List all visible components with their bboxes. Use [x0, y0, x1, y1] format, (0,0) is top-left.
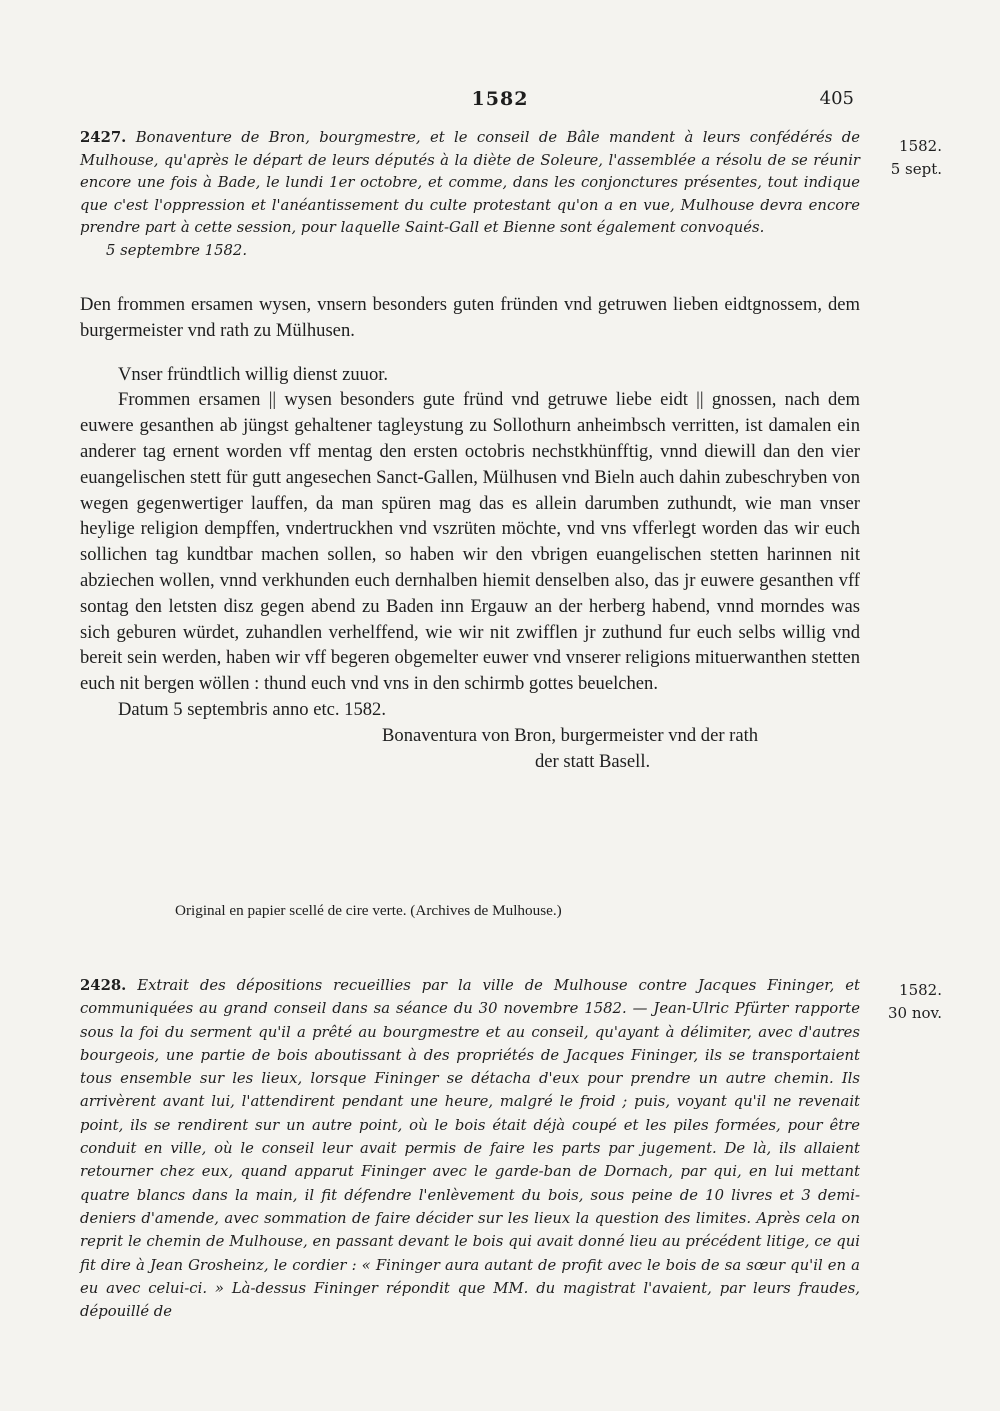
summary-text: Bonaventure de Bron, bourgmestre, et le conseil de Bâle mandent à leurs confédérés de Mulhouse, qu'après le départ de leurs députés à la diète de Soleure, l'assemblée a résolu de se réunir encore une fois à Bade, le lundi 1er octobre, et comme, dans les conjonctures présentes, tout indique que c'est l'oppression et l'anéantissement du culte protestant qu'on a en vue, Mulhouse devra encore prendre part à cette session, pour laquelle Saint-Gall et Bienne sont également convoqués.: [80, 129, 860, 237]
source-note: Original en papier scellé de cire verte. (Archives de Mulhouse.): [175, 902, 562, 919]
margin-day: 5 sept.: [890, 160, 942, 178]
letter-body: Frommen ersamen || wysen besonders gute fründ vnd getruwe liebe eidt || gnossen, nach dem euwere gesanthen ab jüngst gehaltener tagleystung zu Sollothurn anheimbsch verritten, ist damalen ein anderer tag ernent worden vff mentag den ersten octobris nechstkhünfftig, vnnd diewill dan den vier euangelischen stett für gutt angesechen Sanct-Gallen, Mülhusen vnd Bieln auch dahin zubeschryben von wegen gegenwertiger lauffen, da man spüren mag das es allein darumben zuthundt, wie man vnser heylige religion dempffen, vndertruckhen vnd vszrüten möchte, vnd vns vfferlegt worden das wir euch sollichen tag kundtbar machen sollen, so haben wir den vbrigen euangelischen stetten harinnen nit abziechen wollen, vnnd verkhunden euch dernhalben hiemit denselben also, das jr euwere gesanthen vff sontag den letsten disz gegen abend zu Baden inn Ergauw an der herberg habend, vnnd morndes was sich geburen würdet, zuhandlen verhelffend, wie wir nit zwifflen jr zuthund fur euch selbs willig vnd bereit sein werden, haben wir vff begeren obgemelter euwer vnd vnserer religions mituerwanthen stetten euch nit bergen wöllen : thund euch vnd vns in den schirmb gottes beuelchen.: [80, 389, 860, 695]
letter-signature-line-2: der statt Basell.: [535, 750, 651, 772]
margin-year: 1582.: [899, 137, 942, 155]
letter-address: Den frommen ersamen wysen, vnsern besonders guten fründen vnd getruwen lieben eidtgnossem, dem burgermeister vnd rath zu Mülhusen.: [80, 294, 860, 341]
summary-text: Extrait des dépositions recueillies par la ville de Mulhouse contre Jacques Fininger, et communiquées au grand conseil dans sa séance du 30 novembre 1582. — Jean-Ulric Pfürter rapporte sous la foi du serment qu'il a prêté au bourgmestre et au conseil, qu'ayant à délimiter, avec d'autres bourgeois, une partie de bois aboutissant à des propriétés de Jacques Fininger, ils se transportaient tous ensemble sur les lieux, lorsque Fininger se détacha d'eux pour prendre un autre chemin. Ils arrivèrent avant lui, l'attendirent pendant une heure, malgré le froid ; puis, voyant qu'il ne revenait point, ils se rendirent sur un autre point, où le bois était déjà coupé et les piles formées, pour être conduit en ville, où le conseil leur avait permis de faire les parts par jugement. De là, ils allaient retourner chez eux, quand apparut Fininger avec le garde-ban de Dornach, par qui, en lui mettant quatre blancs dans la main, il fit défendre l'enlèvement du bois, sous peine de 10 livres et 3 demi-deniers d'amende, avec sommation de faire décider sur les lieux la question des limites. Après cela on reprit le chemin de Mulhouse, en passant devant le bois qui avait donné lieu au précédent litige, ce qui fit dire à Jean Grosheinz, le cordier : « Fininger aura autant de profit avec le bois de sa sœur qu'il en a eu avec celui-ci. » Là-dessus Fininger répondit que MM. du magistrat l'avaient, par leurs fraudes, dépouillé de: [80, 977, 860, 1321]
entry-2428-summary: [80, 974, 860, 1323]
entry-number: 2427.: [80, 129, 127, 146]
margin-date-2427: [862, 135, 942, 181]
letter-datum: Datum 5 septembris anno etc. 1582.: [118, 698, 387, 720]
running-head-year: 1582: [471, 88, 529, 110]
running-head: [0, 88, 1000, 118]
letter-signature-line-1: Bonaventura von Bron, burgermeister vnd der rath: [382, 724, 759, 746]
entry-2427-summary: [80, 127, 860, 263]
margin-day: 30 nov.: [887, 1004, 942, 1022]
page-number: 405: [819, 88, 854, 109]
letter-2427: [80, 292, 860, 774]
summary-date: 5 septembre 1582.: [106, 241, 248, 259]
margin-year: 1582.: [899, 981, 942, 999]
entry-number: 2428.: [80, 977, 127, 994]
letter-greeting: Vnser fründtlich willig dienst zuuor.: [118, 363, 389, 385]
margin-date-2428: [862, 979, 942, 1025]
